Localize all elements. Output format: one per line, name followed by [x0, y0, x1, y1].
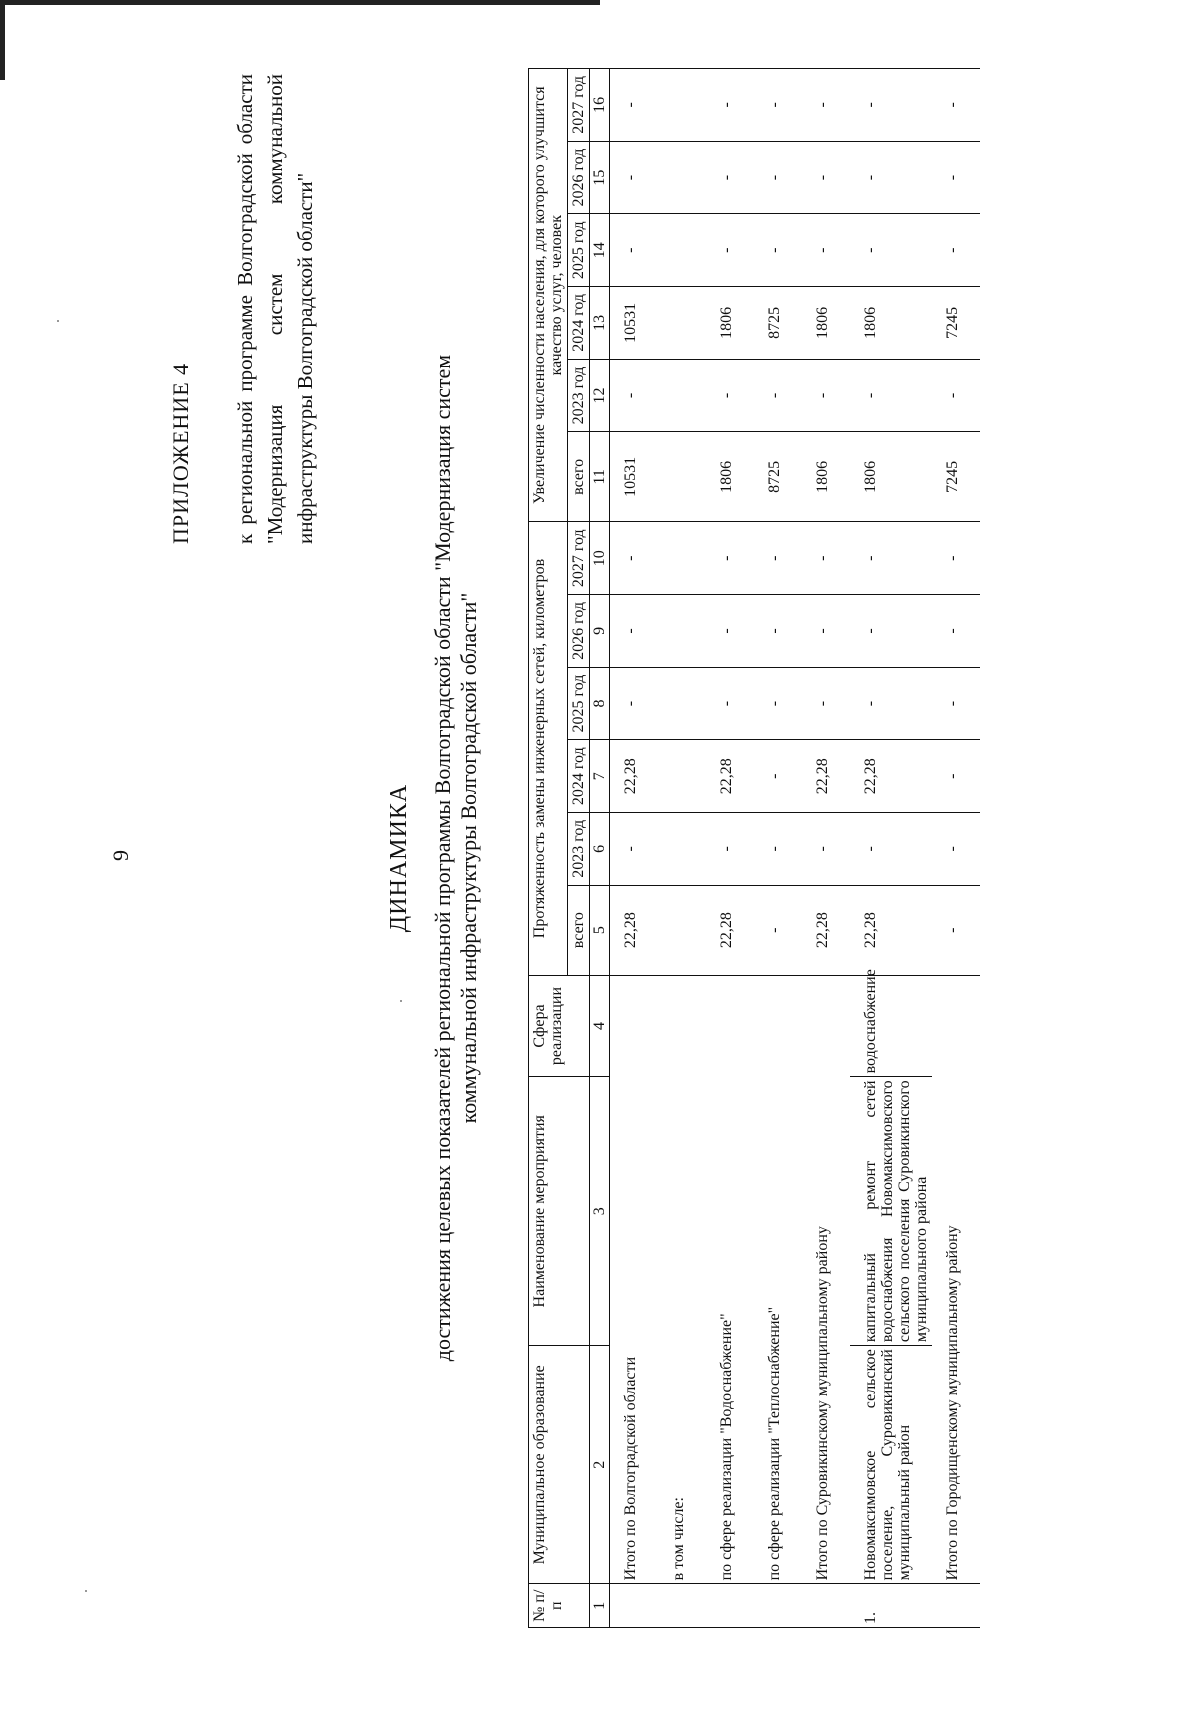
row-value: 22,28 [802, 885, 850, 975]
header-population-2026: 2026 год [568, 141, 590, 214]
appendix-text: к региональной программе Волгоградской области "Модернизация систем коммунальной инфраструктуры Волгоградской области" [233, 74, 317, 544]
table-row [850, 69, 932, 1628]
page-number: 9 [108, 850, 133, 861]
header-length-group: Протяженность замены инженерных сетей, километров [529, 522, 568, 975]
header-population-2027: 2027 год [568, 69, 590, 142]
row-number [706, 1584, 754, 1628]
row-value: 22,28 [802, 740, 850, 813]
row-value: - [932, 69, 980, 142]
row-value: - [754, 813, 802, 886]
row-value: - [706, 214, 754, 287]
row-number [754, 1584, 802, 1628]
column-number: 5 [590, 885, 610, 975]
header-municipality: Муниципальное образование [529, 1346, 590, 1584]
row-value: - [850, 813, 932, 886]
row-value: - [850, 214, 932, 287]
table-row [754, 69, 802, 1628]
row-value: - [850, 69, 932, 142]
row-value: - [610, 522, 659, 595]
row-value: - [610, 813, 659, 886]
row-value: - [706, 359, 754, 432]
row-number: 1. [850, 1584, 932, 1628]
row-value: - [932, 885, 980, 975]
row-value: - [754, 69, 802, 142]
table-body [610, 69, 981, 1628]
row-value [658, 214, 706, 287]
header-population-2023: 2023 год [568, 359, 590, 432]
row-municipality: Итого по Городищенскому муниципальному району [932, 975, 980, 1584]
row-value: 22,28 [610, 885, 659, 975]
column-number: 6 [590, 813, 610, 886]
row-value: - [802, 141, 850, 214]
table-row [610, 69, 659, 1628]
header-population-2025: 2025 год [568, 214, 590, 287]
row-municipality: по сфере реализации "Водоснабжение" [706, 975, 754, 1584]
row-municipality: по сфере реализации "Теплоснабжение" [754, 975, 802, 1584]
row-value: 1806 [850, 432, 932, 522]
row-value: 7245 [932, 432, 980, 522]
row-number [610, 1584, 659, 1628]
column-number: 8 [590, 667, 610, 740]
row-value [658, 740, 706, 813]
column-number: 16 [590, 69, 610, 142]
row-value: - [754, 885, 802, 975]
header-population-2024: 2024 год [568, 287, 590, 360]
row-value: - [932, 595, 980, 668]
row-value [658, 432, 706, 522]
indicators-table [528, 68, 980, 1628]
row-value: 8725 [754, 432, 802, 522]
row-value: - [754, 522, 802, 595]
header-sphere: Сфера реализации [529, 975, 590, 1077]
row-number [802, 1584, 850, 1628]
row-value: - [932, 813, 980, 886]
row-value: - [802, 667, 850, 740]
row-value: 1806 [850, 287, 932, 360]
row-value: - [802, 214, 850, 287]
table-row [658, 69, 706, 1628]
column-number: 14 [590, 214, 610, 287]
row-number [932, 1584, 980, 1628]
row-value: - [610, 595, 659, 668]
row-municipality: Новомаксимовское сельское поселение, Суровикинский муниципальный район [850, 1346, 932, 1584]
row-value: - [932, 740, 980, 813]
row-municipality: в том числе: [658, 975, 706, 1584]
document-title: ДИНАМИКА [386, 783, 412, 933]
row-value [658, 287, 706, 360]
row-value [658, 141, 706, 214]
row-value: - [754, 359, 802, 432]
row-value: - [932, 522, 980, 595]
row-value: - [802, 522, 850, 595]
header-event: Наименование мероприятия [529, 1077, 590, 1346]
row-value: - [754, 214, 802, 287]
row-value: 1806 [802, 287, 850, 360]
row-value: 8725 [754, 287, 802, 360]
row-value [658, 359, 706, 432]
appendix-title: ПРИЛОЖЕНИЕ 4 [168, 362, 193, 544]
column-number: 2 [590, 1346, 610, 1584]
row-municipality: Итого по Волгоградской области [610, 975, 659, 1584]
column-number: 1 [590, 1584, 610, 1628]
row-value: - [932, 141, 980, 214]
row-value: - [706, 813, 754, 886]
row-value: - [850, 522, 932, 595]
row-value: 22,28 [610, 740, 659, 813]
table-row [932, 69, 980, 1628]
row-value: - [932, 359, 980, 432]
column-number: 12 [590, 359, 610, 432]
row-value [658, 667, 706, 740]
row-value [658, 69, 706, 142]
column-numbers-row [590, 69, 610, 1628]
row-value: - [706, 69, 754, 142]
header-length-2023: 2023 год [568, 813, 590, 886]
header-length-2026: 2026 год [568, 595, 590, 668]
row-value: - [706, 667, 754, 740]
row-value: 1806 [706, 432, 754, 522]
row-value: - [932, 214, 980, 287]
header-population-total: всего [568, 432, 590, 522]
column-number: 10 [590, 522, 610, 595]
document-subtitle: достижения целевых показателей региональной программы Волгоградской области "Модернизация систем коммунальной инфраструктуры Волгоградской области" [430, 354, 481, 1362]
header-length-2027: 2027 год [568, 522, 590, 595]
row-value [658, 522, 706, 595]
row-value [658, 595, 706, 668]
column-number: 15 [590, 141, 610, 214]
column-number: 13 [590, 287, 610, 360]
row-value: - [802, 595, 850, 668]
row-value: 22,28 [706, 885, 754, 975]
row-value: - [706, 522, 754, 595]
row-municipality: Итого по Суровикинскому муниципальному району [802, 975, 850, 1584]
row-value: - [850, 667, 932, 740]
row-value: 22,28 [850, 885, 932, 975]
column-number: 3 [590, 1077, 610, 1346]
column-number: 9 [590, 595, 610, 668]
row-value: 10531 [610, 432, 659, 522]
row-value: 1806 [802, 432, 850, 522]
row-value: 7245 [932, 287, 980, 360]
row-value: 22,28 [850, 740, 932, 813]
row-value: - [610, 359, 659, 432]
row-value: - [610, 214, 659, 287]
header-length-2024: 2024 год [568, 740, 590, 813]
row-value: 10531 [610, 287, 659, 360]
table-row [706, 69, 754, 1628]
row-value: - [610, 141, 659, 214]
row-value: - [850, 595, 932, 668]
table-row [802, 69, 850, 1628]
row-value: - [754, 595, 802, 668]
row-value: - [802, 813, 850, 886]
header-population-group: Увеличение численности населения, для которого улучшится качество услуг, человек [529, 69, 568, 522]
row-sphere: водоснабжение [850, 975, 932, 1077]
row-value [658, 885, 706, 975]
column-number: 7 [590, 740, 610, 813]
row-value: - [754, 740, 802, 813]
header-length-total: всего [568, 885, 590, 975]
row-value: - [932, 667, 980, 740]
row-value [658, 813, 706, 886]
row-value: 1806 [706, 287, 754, 360]
row-value: - [610, 667, 659, 740]
header-num: № п/п [529, 1584, 590, 1628]
row-value: - [706, 141, 754, 214]
row-value: - [706, 595, 754, 668]
row-event: капитальный ремонт сетей водоснабжения Новомаксимовского сельского поселения Суровикинского муниципального района [850, 1077, 932, 1346]
row-value: - [754, 667, 802, 740]
row-value: - [802, 359, 850, 432]
row-value: - [754, 141, 802, 214]
row-value: - [850, 359, 932, 432]
row-value: - [610, 69, 659, 142]
header-length-2025: 2025 год [568, 667, 590, 740]
row-value: - [850, 141, 932, 214]
row-number [658, 1584, 706, 1628]
column-number: 11 [590, 432, 610, 522]
row-value: 22,28 [706, 740, 754, 813]
row-value: - [802, 69, 850, 142]
column-number: 4 [590, 975, 610, 1077]
